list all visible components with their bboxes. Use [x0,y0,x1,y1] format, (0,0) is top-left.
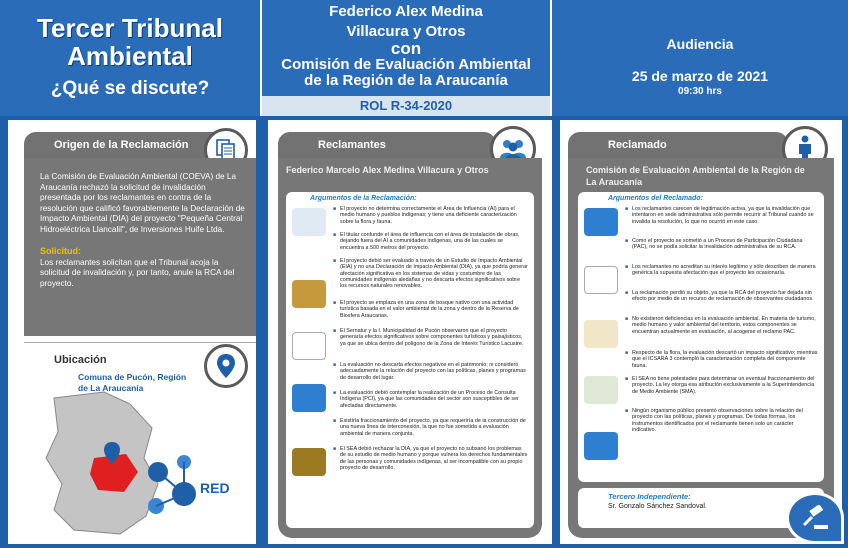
reclamantes-arg: ■ El proyecto se emplaza en una zona de bosque nativo con una actividad turística basada en el valor ambiental de la zona y dentro de la Reserva de Biosfera Araucarias. [340,300,528,319]
reclamado-args-title: Argumentos del Reclamado: [608,195,703,202]
stamp-icon [292,448,326,476]
reclamantes-args [286,192,534,528]
reclamantes-arg: ■ El Sernatur y la I. Municipalidad de Pucón observaron que el proyecto generaría efectos significativos sobre componentes turísticos y paisajísticos, ya que se ubica dentro del polígono de la Zona de Interés Turístico Lacustre. [340,328,528,347]
reclamado-panel [560,120,842,544]
header-right [552,0,848,116]
red-logo-icon [138,450,248,536]
origen-text: La Comisión de Evaluación Ambiental (COEVA) de La Araucanía rechazó la solicitud de invalidación presentada por los reclamantes en contra de la resolución que calificó favorablemente la Declaración de Impacto Ambiental (DIA) del proyecto "Pequeña Central Hidroeléctrica Llancalil", de Inversiones Huife Ltda. [40,172,245,234]
header-mid [262,0,552,116]
rol-number: ROL R-34-2020 [262,96,550,116]
reclamado-arg: ■ Respecto de la flora, la evaluación descartó un impacto significativo; mientras que el ICSARA 3 contempló la caracterización completa del componente fauna. [632,350,818,369]
reclamado-arg: ■ Los reclamantes carecen de legitimación activa, ya que la invalidación que intentaron en sede administrativa sólo permite recurrir al Tribunal cuando se invalida la resolución, lo que no ocurrió en este caso. [632,206,818,225]
origen-tab: Origen de la Reclamación [24,132,224,158]
origen-panel [8,120,256,544]
reclamado-name: Comisión de Evaluación Ambiental de la Región de La Araucanía [586,165,805,187]
tercero-label: Tercero Independiente: [608,492,691,501]
reclamado-tab: Reclamado [568,132,788,158]
reclamantes-box [278,158,542,538]
report-icon [584,320,618,348]
divider [24,342,256,343]
question-subtitle: ¿Qué se discute? [50,78,210,99]
audiencia-date: 25 de marzo de 2021 [631,68,769,84]
reclamantes-arg: ■ El titular confunde el área de influencia con el área de instalación de obras, dejando fuera del AI a comunidades indígenas, una de las cuales se encuentra a 500 metros del proyecto. [340,232,528,251]
reclamado-args [578,192,824,482]
red-label: RED [200,480,230,496]
reclamantes-name: Federico Marcelo Alex Medina Villacura y Otros [286,165,489,175]
reclamantes-args-title: Argumentos de la Reclamación: [310,195,417,202]
reclamado-arg: ■ Como el proyecto se sometió a un Proceso de Participación Ciudadana (PAC), no se podía solicitar la invalidación administrativa de su RCA. [632,238,818,251]
location-map-icon [584,266,618,294]
header [0,0,848,116]
reclamantes-arg: ■ La evaluación debió contemplar la realización de un Proceso de Consulta Indígena (PCI), ya que las comunidades del sector son susceptibles de ser afectadas directamente. [340,390,528,409]
reclamantes-arg: ■ El proyecto no determina correctamente el Área de Influencia (AI) para el medio humano y pueblos indígenas; y tiene una deficiente caracterización sobre la flora y fauna. [340,206,528,225]
reclamantes-arg: ■ El SEA debió rechazar la DIA, ya que el proyecto no subsanó los problemas de su estudio de medio humano y porque vulnera los derechos fundamentales de las personas y comunidades indígenas, al ser incompatible con su propio proyecto de desarrollo. [340,446,528,471]
tribunal-title: Tercer Tribunal Ambiental [37,13,223,71]
map-icon [292,332,326,360]
reclamado-arg: ■ El SEA no tiene potestades para determinar un eventual fraccionamiento del proyecto. La ley otorga esa atribución exclusivamente a la Superintendencia de Medio Ambiente (SMA). [632,376,818,395]
solicitud-label: Solicitud: [40,245,81,256]
certificate-icon [584,208,618,236]
reclamantes-arg: ■ Existiría fraccionamiento del proyecto, ya que requeriría de la construcción de una nueva línea de interconexión, la que no fue sometida a evaluación ambiental de manera conjunta. [340,418,528,437]
party-line-2: Villacura y Otros [346,23,466,40]
origen-box [24,158,256,336]
map-pin-icon [204,344,248,388]
reclamantes-arg: ■ El proyecto debió ser evaluado a través de un Estudio de Impacto Ambiental (EIA) y no una Declaración de Impacto Ambiental (DIA), ya que podría generar afectación significativa en los sistemas de vidas y costumbre de las comunidades indígenas aledañas y no descarta efectos significativos sobre los recursos naturales renovables. [340,258,528,289]
reclamado-arg: ■ La reclamación perdió su objeto, ya que la RCA del proyecto fue dejada sin efecto por medio de un recurso de reclamación de observantes ciudadanos. [632,290,818,303]
app-icon [292,384,326,412]
reclamado-box [568,158,834,538]
party-line-4: de la Región de la Araucanía [304,72,508,89]
ubicacion-label: Ubicación [54,354,107,366]
info-icon [584,432,618,460]
reclamado-arg: ■ Los reclamantes no acreditan su interés legítimo y sólo describen de manera genérica la supuesta afectación que el proyecto les ocasionaría. [632,264,818,277]
checklist-icon [292,280,326,308]
party-line-3: Comisión de Evaluación Ambiental [281,56,531,73]
audiencia-time: 09:30 hrs [678,86,722,97]
solicitud-text: Los reclamantes solicitan que el Tribunal acoja la solicitud de invalidación y, por tanto, anule la RCA del proyecto. [40,257,235,288]
reclamado-arg: ■ No existieron deficiencias en la evaluación ambiental. En materia de turismo, medio humano y valor ambiental del territorio, estos componentes se encuentran actualmente en evaluación, al acogerse el reclamo PAC. [632,316,818,335]
gavel-icon [786,492,844,544]
comuna-text: Comuna de Pucón, Región de La Araucanía [78,372,187,393]
header-left [0,0,262,116]
party-con: con [390,39,422,58]
party-line-1: Federico Alex Medina [329,3,483,20]
plant-icon [584,376,618,404]
reclamantes-tab: Reclamantes [278,132,496,158]
reclamantes-panel [268,120,552,544]
reclamado-arg: ■ Ningún organismo público presentó observaciones sobre la relación del proyecto con las políticas, planes y programas. De todas formas, los instrumentos identificados por el reclamante tienen solo un carácter indicativo. [632,408,818,433]
worker-icon [292,208,326,236]
reclamantes-arg: ■ La evaluación no descarta efectos negativos en el patrimonio; ni consideró adecuadamente la relación del proyecto con las políticas, planes y programas de desarrollo del lugar. [340,362,528,381]
tercero-name: Sr. Gonzalo Sánchez Sandoval. [608,503,707,510]
audiencia-label: Audiencia [666,36,734,52]
